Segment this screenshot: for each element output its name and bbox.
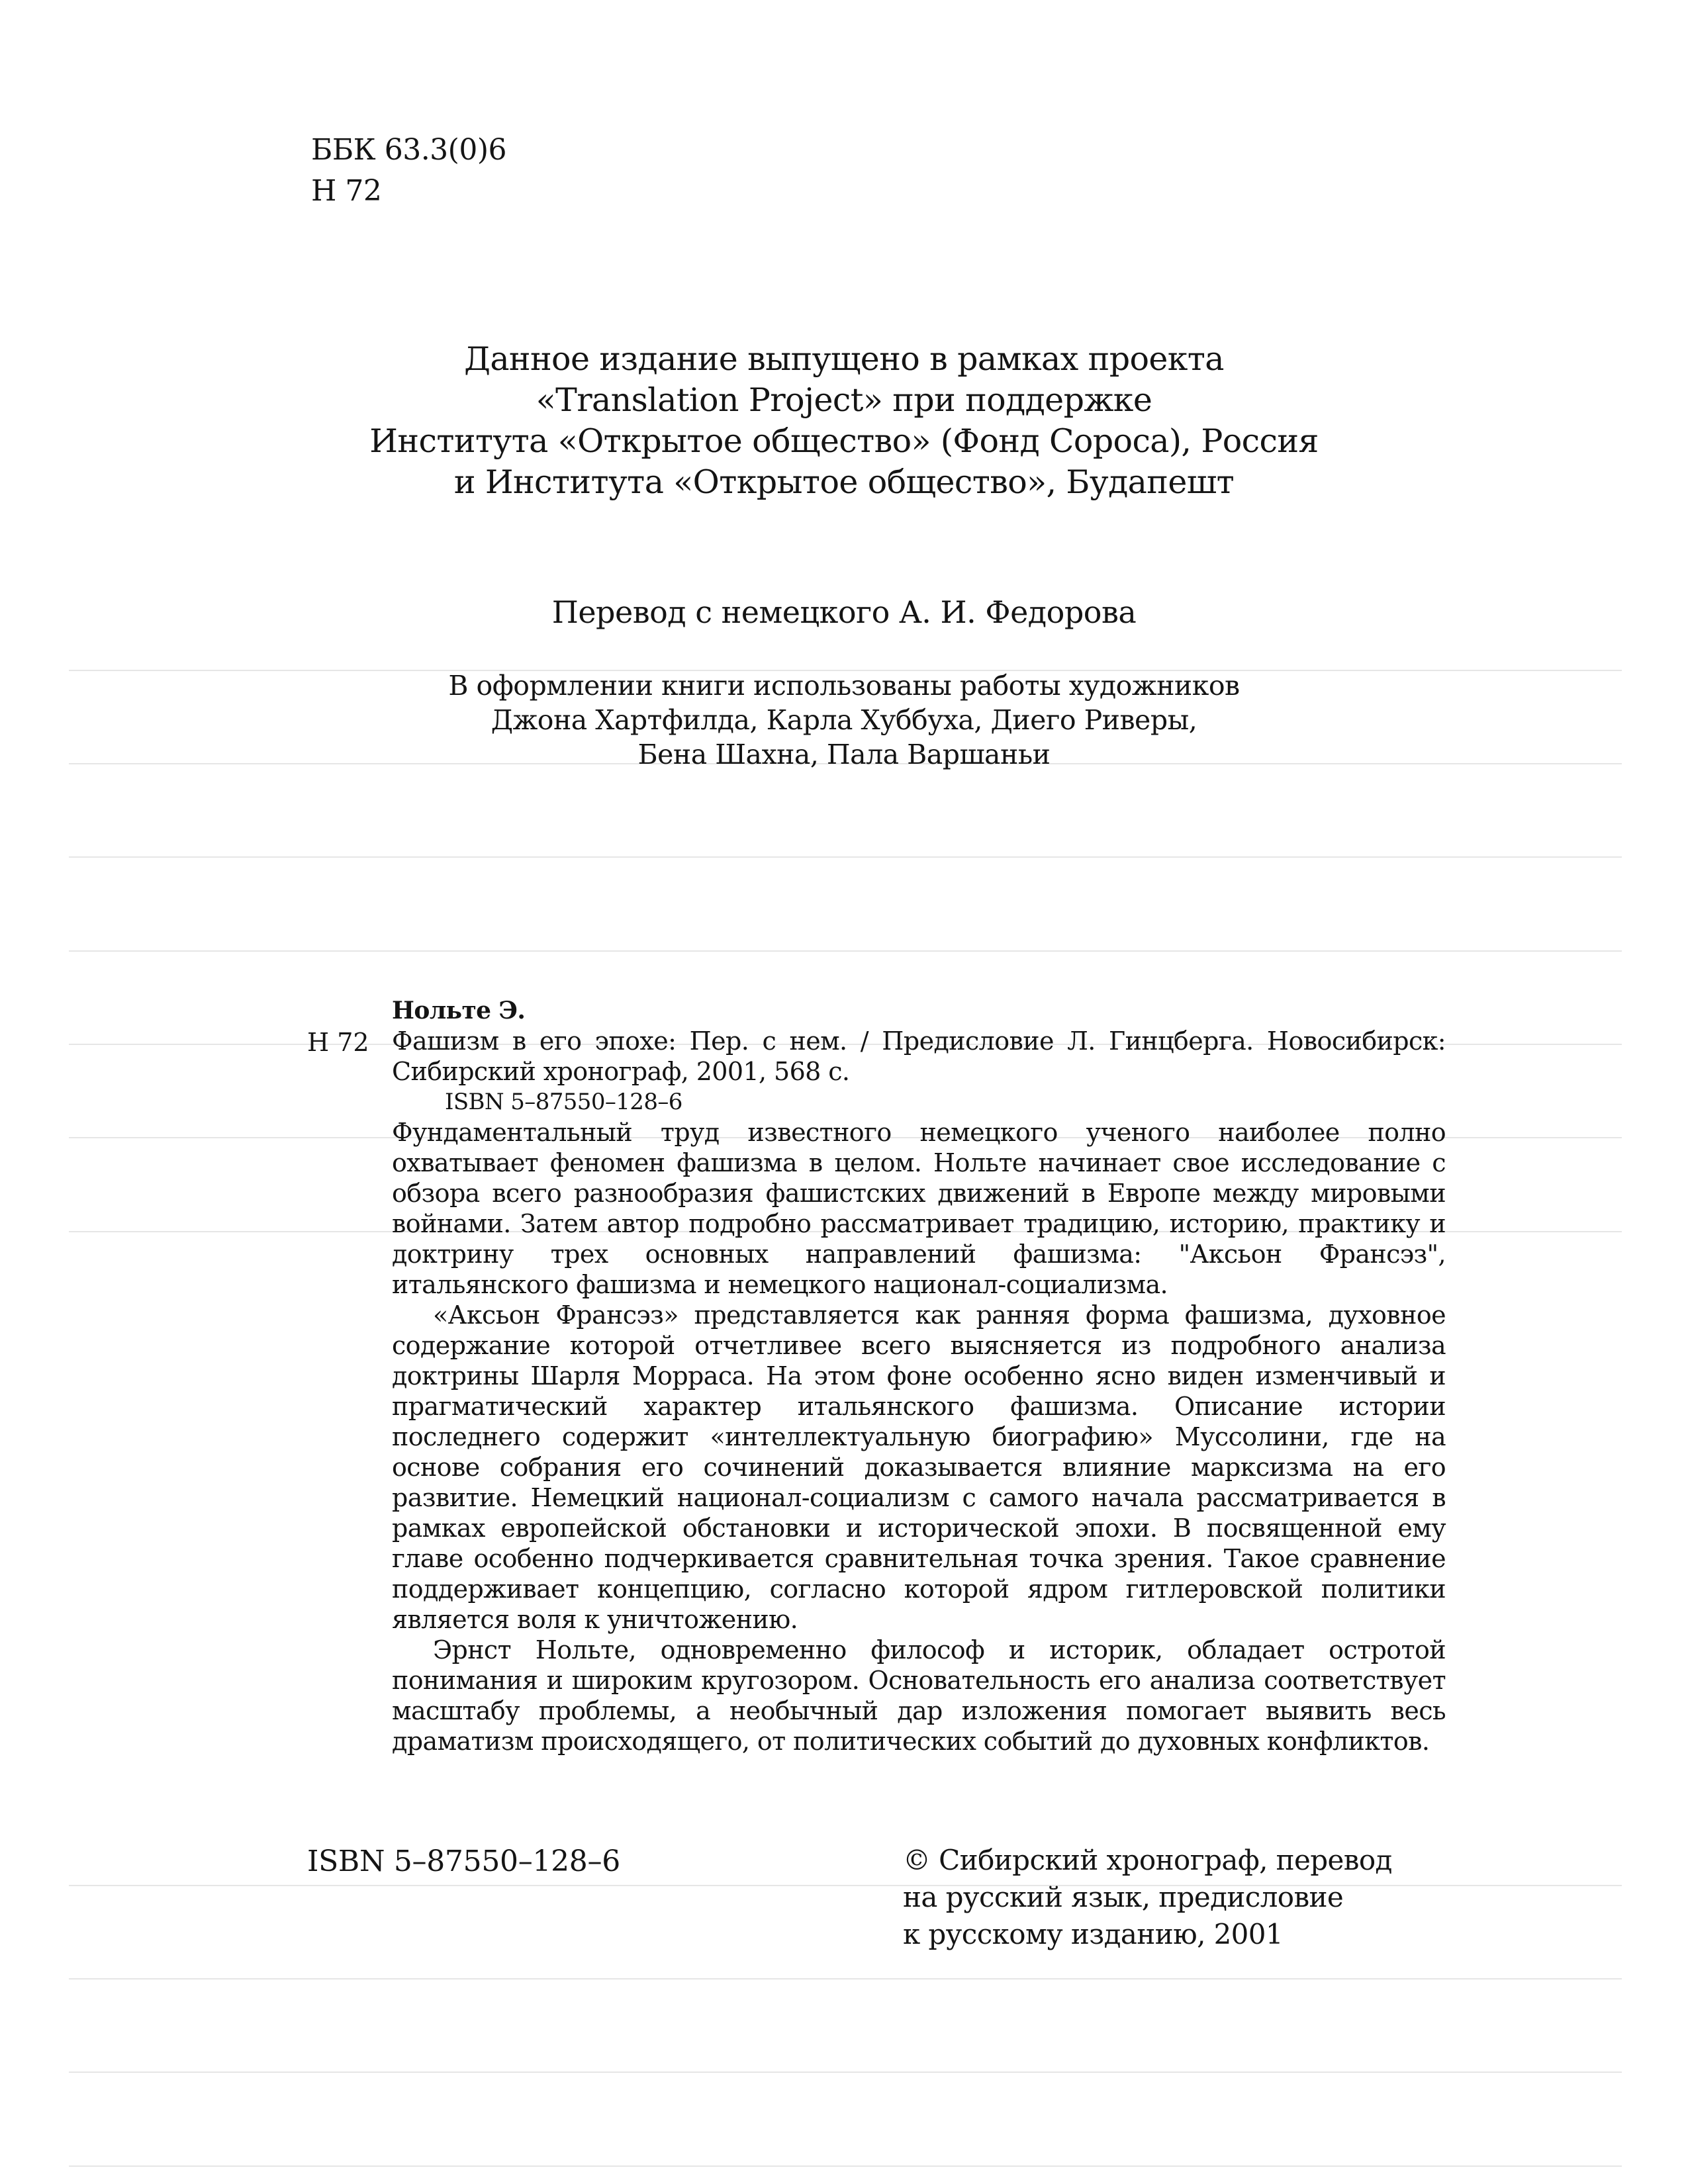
scan-line bbox=[69, 1978, 1622, 1979]
classification-block bbox=[311, 130, 506, 212]
artists-credit bbox=[0, 668, 1688, 772]
scan-line bbox=[69, 2071, 1622, 2073]
entry-code: Н 72 bbox=[307, 1028, 369, 1057]
entry-isbn: ISBN 5–87550–128–6 bbox=[445, 1089, 682, 1115]
copyright-notice bbox=[903, 1842, 1392, 1953]
artists-line: В оформлении книги использованы работы художников bbox=[448, 670, 1240, 702]
annotation-paragraph: Фундаментальный труд известного немецкого ученого наиболее полно охватывает феномен фашизма в целом. Нольте начинает свое исследование с обзора всего разнообразия фашистских движений в Европе между мировыми войнами. Затем автор подробно рассматривает традицию, историю, практику и доктрину трех основных направлений фашизма: "Аксьон Франсэз", итальянского фашизма и немецкого национал-социализма. bbox=[392, 1118, 1446, 1299]
artists-line: Джона Хартфилда, Карла Хуббуха, Диего Риверы, bbox=[491, 704, 1197, 736]
author-mark: Н 72 bbox=[311, 174, 382, 208]
scan-line bbox=[69, 2165, 1622, 2167]
scan-line bbox=[69, 856, 1622, 858]
copyright-line: на русский язык, предисловие bbox=[903, 1881, 1344, 1913]
catalog-entry bbox=[392, 995, 1446, 1756]
copyright-line: © Сибирский хронограф, перевод bbox=[903, 1844, 1392, 1876]
annotation-paragraph: «Аксьон Франсэз» представляется как ранняя форма фашизма, духовное содержание которой отчетливее всего выясняется из подробного анализа доктрины Шарля Морраса. На этом фоне особенно ясно виден изменчивый и прагматический характер итальянского фашизма. Описание истории последнего содержит «интеллектуальную биографию» Муссолини, где на основе собрания его сочинений доказывается влияние марксизма на его развитие. Немецкий национал-социализм с самого начала рассматривается в рамках европейской обстановки и исторической эпохи. В посвященной ему главе особенно подчеркивается сравнительная точка зрения. Такое сравнение поддерживает концепцию, согласно которой ядром гитлеровской политики является воля к уничтожению. bbox=[392, 1300, 1446, 1634]
support-line: «Translation Project» при поддержке bbox=[536, 381, 1152, 419]
annotation-paragraph: Эрнст Нольте, одновременно философ и историк, обладает остротой понимания и широким кругозором. Основательность его анализа соответствует масштабу проблемы, а необычный дар изложения помогает выявить весь драматизм происходящего, от политических событий до духовных конфликтов. bbox=[392, 1635, 1446, 1756]
footer-isbn: ISBN 5–87550–128–6 bbox=[307, 1844, 620, 1878]
support-line: и Института «Открытое общество», Будапешт bbox=[453, 463, 1235, 501]
support-line: Института «Открытое общество» (Фонд Сороса), Россия bbox=[369, 422, 1319, 460]
scan-line bbox=[69, 950, 1622, 952]
support-notice bbox=[0, 339, 1688, 503]
artists-line: Бена Шахна, Пала Варшаньи bbox=[637, 739, 1051, 770]
translator-credit: Перевод с немецкого А. И. Федорова bbox=[551, 594, 1137, 630]
copyright-line: к русскому изданию, 2001 bbox=[903, 1918, 1284, 1950]
entry-bibliography: Фашизм в его эпохе: Пер. с нем. / Предисловие Л. Гинцберга. Новосибирск: Сибирский хронограф, 2001, 568 с. bbox=[392, 1026, 1446, 1086]
support-line: Данное издание выпущено в рамках проекта bbox=[464, 340, 1224, 378]
entry-author: Нольте Э. bbox=[392, 997, 526, 1024]
bbk-code: ББК 63.3(0)6 bbox=[311, 133, 506, 167]
